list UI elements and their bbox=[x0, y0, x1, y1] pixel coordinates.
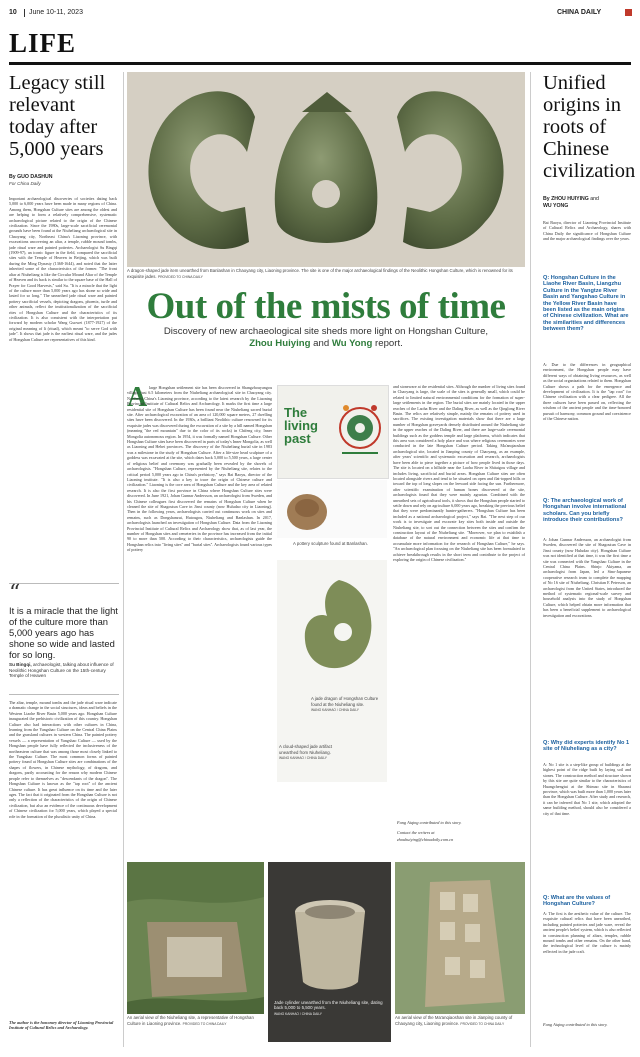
jade-cylinder-caption-text: Jade cylinder unearthed from the Niuheliang site, dating back 5,000 to 5,500 years. bbox=[274, 1000, 383, 1011]
aerial-niuheliang-photo bbox=[127, 862, 264, 1014]
jade-dragon-photo bbox=[277, 560, 387, 782]
main-headline: Out of the mists of time bbox=[146, 286, 506, 327]
page-number: 10 bbox=[9, 9, 17, 16]
pull-quote: It is a miracle that the light of the culture more than 5,000 years ago has shone so wide and lasted for so long. bbox=[9, 605, 118, 660]
right-q1: Q: Hongshan Culture in the Liaohe River Basin, Liangzhu Culture in the Yangtze River Basin and Yangshao Culture in the Yellow River Basin have been listed as the main origins of Chinese civilization. What are the similarities and differences between them? bbox=[543, 275, 629, 333]
contact-label: Contact the writers at bbox=[397, 830, 435, 835]
badge-title bbox=[284, 406, 318, 445]
hero-photo bbox=[127, 72, 525, 267]
hero-credit: PROVIDED TO CHINA DAILY bbox=[157, 274, 203, 279]
main-deck bbox=[127, 326, 525, 350]
aerial-maanqiaoshan-credit: PROVIDED TO CHINA DAILY bbox=[460, 1021, 505, 1026]
jade-cylinder-credit: WANG KANHAO / CHINA DAILY bbox=[274, 1011, 322, 1016]
section-title: LIFE bbox=[9, 28, 77, 58]
right-byline-a: By ZHOU HUIYING bbox=[543, 196, 589, 202]
right-q4: Q: What are the values of Hongshan Culture? bbox=[543, 895, 611, 908]
header-divider bbox=[24, 9, 25, 17]
publication-name: CHINA DAILY bbox=[557, 9, 602, 16]
deck-end: report. bbox=[375, 338, 403, 349]
right-q3: Q: Why did experts identify No 1 site of Niuheliang as a city? bbox=[543, 740, 630, 753]
cloud-jade-credit: WANG KANHAO / CHINA DAILY bbox=[279, 756, 327, 760]
jade-cylinder-caption bbox=[274, 1000, 386, 1017]
pottery-photo bbox=[277, 480, 387, 538]
right-intro: Bai Baoyu, director of Liaoning Provincial Institute of Cultural Relics and Archaeology, shares with China Daily the significance of Hongshan Culture and the major archaeological findings over the years. bbox=[543, 220, 631, 242]
aerial-maanqiaoshan-caption-text: An aerial view of the Ma'anqiaoshan site in Jianping county of Chaoyang city, Liaoning province. bbox=[395, 1015, 513, 1026]
deck-author-a: Zhou Huiying bbox=[249, 338, 311, 349]
main-body-col2: and stoneware at the residential sites. Although the number of living sites found in Chaoyang is large, the scale of the sites is generally small, which could be related to limited natural environmental conditions for the formation of super-large settlements in the region. The burial sites are mainly located in the upper reaches of the Laoha River and the Daling River, as well as the Qinglong River Basin. The relics are relatively simple, mainly the remains of pottery used in sacrifices. The existing investigation materials show that there are a large number of Hongshan graveyards densely distributed around the Niuheliang site in the upper reaches of the Daling River, and there are large-scale ceremonial buildings such as the goddess temple and large platforms, which indicates that this area was considered a holy place and was where religious ceremonies were conducted in the late Hongshan Culture period. Taking Ma'anqiaoshan archaeological site, located in Jianping county of Chaoyang, as an example, after years' scientific and systematic excavation and research, archaeologists have been able to piece together a picture of how people lived in those days. The site is located on a hillside near the Laoha River in Shitaigou village and includes living, sacrificial and burial areas. Hongshan Culture sites are often located alongside rivers and tend to be situated on open and flat-topped hills or toward the top of long slopes on the leeward side facing the sun. Furthermore, after scientific examination of human bones discovered at the site, archaeologists found that they were mainly agrarian. Combined with the unearthed sets of agricultural tools, it shows that the Hongshan people started to settle down and rely on agriculture 6,000 years ago, breaking the previous belief that they were predominantly hunter-gatherers. "Hongshan Culture has been included as a national archaeological project," says Bai. "The next step of our work is to investigate and excavate key sites both inside and outside the Niuheliang site, to sort out the connection between the sites and confirm the construction layout of the Niuheliang site. "Moreover, we plan to establish a database of the natural environment and economic life at that time to accumulate more information for the research of Hongshan Culture," he says. "An archaeological plan focusing on the Niuheliang site has been formulated to achieve breakthrough results in the short term and contribute to the project of exploring the origin of Chinese civilization." bbox=[393, 384, 525, 562]
aerial-niuheliang-credit: PROVIDED TO CHINA DAILY bbox=[182, 1021, 227, 1026]
right-q2: Q: The archaeological work of Hongshan involve international scholars. Can you briefly introduce their contributions? bbox=[543, 498, 627, 524]
pottery-caption: A pottery sculpture found at Banlashan. bbox=[293, 541, 369, 546]
right-column-divider bbox=[530, 72, 531, 1047]
pottery-sculpture-illustration bbox=[277, 480, 387, 538]
cloud-jade-caption bbox=[279, 744, 347, 762]
right-a1: A: Due to the differences in geographical environment, the Hongshan people may have different ways of obtaining living resources, as well as the social organizations related to them. Hongshan Culture shows a path for the emergence and development of civilization. It is the "tap root" for Chinese civilization with a clear pedigree. All the three cultures have been passed on, reflecting the wisdom of the ancient people and the time-honored pursuit of harmony, common ground and coexistence of the Chinese nation. bbox=[543, 362, 631, 422]
aerial-niuheliang-caption bbox=[127, 1015, 264, 1027]
right-byline-b: WU YONG bbox=[543, 203, 569, 209]
hero-caption bbox=[127, 268, 525, 280]
left-org: For China Daily bbox=[9, 181, 41, 186]
quote-top-rule bbox=[9, 583, 119, 584]
badge-emblem-icon bbox=[338, 398, 382, 468]
aerial-niuheliang-caption-text: An aerial view of the Niuheliang site, a representative of Hongshan Culture in Liaoning province. bbox=[127, 1015, 254, 1026]
quote-attr-name: Su Bingqi, bbox=[9, 662, 32, 667]
jade-dragon-illustration bbox=[127, 72, 525, 267]
badge-line-2: living bbox=[284, 418, 318, 433]
main-body-col1: large Hongshan settlement site has been discovered in Shangzhouyangou village, just 6.5 kilometers from the Niuheliang archaeological site in Chaoyang city. Northeast China's Liaoning province, according to the latest research by the Liaoning Provincial Institute of Cultural Relics and Archaeology. It marks the first time a large residential site of Hongshan Culture has been found near the Niuheliang sacred burial site. After archaeological excavation of an area of 120,000 square meters, 27 dwelling sites have been discovered. In the 1930s, a brilliant Neolithic culture renowned for its exquisite jades was discovered during the excavation of a site by a hill named Hongshan (meaning "the red mountain" due to the color of its rocks) in Chifeng city, Inner Mongolia autonomous region. In 1954, it was formally named Hongshan Culture. Other Hongshan Culture sites have been discovered in parts of today's Inner Mongolia, as well as Liaoning and Hebei provinces. The discovery of the Niuheliang burial site in 1983 was a milestone in the study of Hongshan Culture. After a life-size head sculpture of a goddess was excavated at the site, which dates back 5,000 to 5,500 years, a large center of religious belief and ceremony was gradually been revealed by the shovels of archaeologists. "Hongshan Culture, represented by the Niuheliang site, relates to the critical period 5,000 years ago in China's prehistory," says Bai Baoyu, director of the Liaoning institute. "It is also a key to trace the origin of Chinese culture and civilization." Liaoning is the core area of Hongshan Culture and the key area of related research. It is also the first province in China where Hongshan Culture sites were discovered. In June 1921, Johan Gunnar Andersson, an archaeologist from Sweden, and his Chinese colleagues first discovered the remains of Hongshan Culture when he cleaned the site of Shagoutun Cave in Jinxi county (now Huludao city in Liaoning). Then in the following years, archaeologists carried out continuous work on sites and remains, such as Dongshanzui, Hutougou, Niuheliang and Banlashan. In 2017, archaeologists launched an investigation of Hongshan Culture. Data from the Liaoning Provincial Institute of Cultural Relics and Archaeology show that, as of last year, the number of Hongshan sites and cemeteries in the province has increased from the initial 90 to more than 500. According to their characteristics, archaeologists guide the Hongshan relics into "living sites" and "burial sites". Archaeologists found various types of pottery bbox=[127, 385, 272, 553]
hero-caption-text: A dragon-shaped jade item unearthed from Banlashan in Chaoyang city, Liaoning province. The site is one of the major archaeological findings of the Neolithic Hongshan Culture, which is renowned for its exquisite jades. bbox=[127, 268, 513, 279]
contact-email: zhouhuiying@chinadaily.com.cn bbox=[397, 837, 454, 842]
left-byline: By GUO DASHUN bbox=[9, 174, 53, 180]
header-rule bbox=[9, 62, 631, 65]
quote-attribution bbox=[9, 662, 121, 679]
left-body-2: The altar, temple, mound tombs and the jade ritual ware indicate a dramatic change in the social structures, ideas and beliefs in the Western Liaohe River Basin 5,000 years ago. Hongshan Culture inaugurated the prehistoric civilization of this country. Hongshan Culture also had interactions with other cultures in China, learning from the Yangshao Culture on the Central China Plains and the grassland cultures in western China. The painted pottery vessels — a representation of Yangshao Culture — used by the Hongshan people have fully reflected the inclusiveness of the northeastern culture that was among those most closely linked to the Yangshao Culture. The most common forms of painted pottery found at Hongshan Culture sites are combinations of the shapes of flowers, in Chinese mythology, of dragons, and dragons, partly accounting for the reason why modern Chinese people refer to themselves as "descendants of the dragon". The Hongshan Culture is known as the "tap root" of the ancient Chinese culture. It has great influence on its time and the later ages. The fact that it originated from the Hongshan Culture is not only a reflection of the characteristics of the origin of Chinese civilization, but also an evidence of the continuous development of Chinese civilization for 5,000 years, which played a special role in the formation of the pluralistic unity of China. bbox=[9, 700, 117, 819]
right-a3: A: No 1 site is a step-like group of buildings at the highest point of the ridge built by laying soil and stones. The construction method and structure shown by this site are quite similar to the characteristics of Huangchengtai at the Shimao site in Shaanxi province, which was built more than 1,000 years later than the Hongshan Culture. After study and research, it can be inferred that No 1 site, which adopted the same building method, should also be considered a city of that time. bbox=[543, 762, 631, 816]
issue-date: June 10-11, 2023 bbox=[29, 9, 83, 16]
badge-line-3: past bbox=[284, 431, 311, 446]
right-a2: A: Johan Gunnar Andersson, an archaeologist from Sweden, discovered the site of Shagoutun Cave in Jinxi county (now Huludao city). Hongshan Culture was not identified at that time, it was the first time a site was connected with the Yangshao Culture in the Central China Plains. Shinjo Akiyama, an archaeologist from Japan, led a Sino-Japanese cooperative research team to complete the mapping of No 16 site of Niuheliang. Christian E Peterson, an archaeologist from the United States, introduced the method of systematic regional-scale survey and household analysis into the study of Hongshan Culture, which helped obtain more information that has been a beneficial supplement to archaeological investigation and excavations. bbox=[543, 537, 631, 618]
jade-dragon-credit: WANG KANHAO / CHINA DAILY bbox=[311, 708, 359, 712]
aerial-site-illustration bbox=[127, 862, 264, 1014]
deck-and: and bbox=[313, 338, 330, 349]
quote-mark-icon: “ bbox=[9, 581, 21, 606]
living-past-badge bbox=[277, 385, 389, 479]
deck-text: Discovery of new archaeological site sheds more light on Hongshan Culture, bbox=[163, 326, 489, 337]
jade-dragon-caption bbox=[311, 696, 383, 714]
quote-attr-desc: archaeologist, talking about influence of Neolithic Hongshan Culture on the 15th-century Temple of Heaven bbox=[9, 662, 114, 679]
drop-cap: A bbox=[127, 382, 148, 413]
page-number-box bbox=[625, 9, 632, 16]
deck-author-b: Wu Yong bbox=[331, 338, 373, 349]
aerial-maanqiaoshan-photo bbox=[395, 862, 525, 1014]
left-headline: Legacy still relevant today after 5,000 years bbox=[9, 72, 106, 160]
aerial-maanqiaoshan-caption bbox=[395, 1015, 525, 1027]
left-column-divider bbox=[123, 72, 124, 1047]
right-byline-and: and bbox=[590, 196, 599, 202]
jade-dragon-caption-text: A jade dragon of Hongshan Culture found at the Niuheliang site. bbox=[311, 696, 379, 707]
cloud-jade-caption-text: A cloud-shaped jade artifact unearthed from Niuheliang. bbox=[279, 744, 333, 755]
col2-credit: Fang Aiqing contributed to this story. bbox=[397, 820, 462, 825]
quote-bottom-rule bbox=[9, 694, 119, 695]
left-author-note: The author is the honorary director of Liaoning Provincial Institute of Cultural Relics and Archaeology. bbox=[9, 1020, 114, 1031]
jade-cylinder-photo bbox=[268, 862, 391, 1042]
right-byline bbox=[543, 196, 599, 202]
left-body-1: Important archaeological discoveries of societies dating back 5,000 to 6,000 years have been made in many regions of China. Among them, Hongshan Culture sites are among the oldest and are helping to form a relatively comprehensive, systematic archaeological picture related to the origin of the Chinese civilization. Since the 1980s, large-scale sacrificial ceremonial grounds have been found at the Niuheliang archaeological site in Chaoyang city, Northeast China's Liaoning province, with excavations uncovering an altar, a temple, rubble mound tombs, jade ritual ware and painted potteries. Archaeologist Su Bingqi (1909-97), an iconic figure in the field, compared the sacrificial sites with the Temple of Heaven in Beijing, which was built during the Ming Dynasty (1368-1644), and noted that the latter inherited some of the characteristics of the former. "The front altar at Niuheliang is like the Circular Mound Altar of the Temple of Heaven and its back is similar to the square base of the Hall of Prayer for Good Harvests," said Su. "It is a miracle that the light of the culture more than 5,000 years ago has shone so wide and lasted for so long." The unearthed jade ritual ware and painted pottery sacrificial vessels, depicting dragons, phoenix, turtle and other animals, reflect the institutionalization of the sacrificial rites of Hongshan Culture and the characteristics of its civilization. It is also consistent with the interpretation put forward by modern scholar Wang Guowei (1877-1927) of the original meaning of li (ritual), which meant "to serve God with jade". It shows that jade is the earliest ritual ware, and the jades of Hongshan Culture are representatives of this kind. bbox=[9, 196, 117, 342]
aerial-excavation-illustration bbox=[395, 862, 525, 1014]
right-a4: A: The first is the aesthetic value of the culture. The exquisite cultural relics that have been unearthed, including painted potteries and jade ware, reveal the ancient people's belief system, which is also reflected in construction planning of altars, temples, rubble mound tombs and other remains. On the other hand, the technological level of the culture is mainly reflected in the jade craft. bbox=[543, 911, 631, 954]
right-credit: Fang Aiqing contributed to this story. bbox=[543, 1022, 608, 1027]
badge-line-1: The bbox=[284, 405, 308, 420]
right-headline: Unified origins in roots of Chinese civilization bbox=[543, 72, 636, 182]
